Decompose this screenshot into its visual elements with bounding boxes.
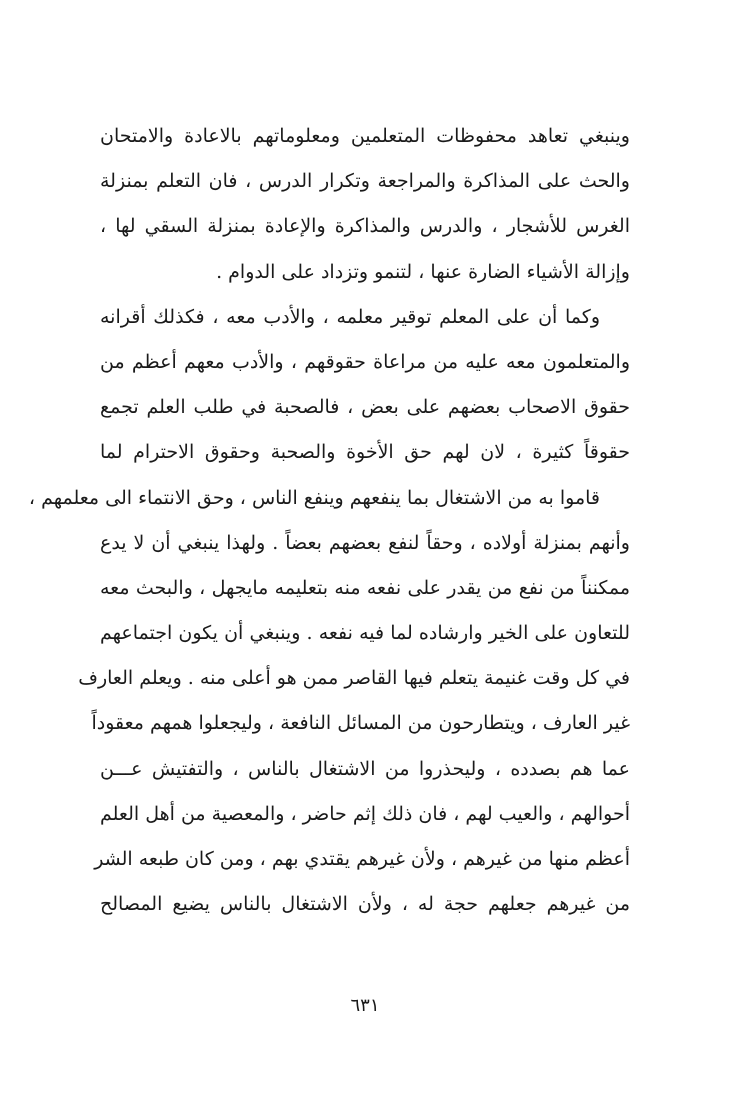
text-line: الغرس للأشجار ، والدرس والمذاكرة والإعادة بمنزلة السقي لها ،	[100, 215, 630, 238]
text-line: وينبغي تعاهد محفوظات المتعلمين ومعلوماتهم بالاعادة والامتحان	[100, 125, 630, 147]
text-line: للتعاون على الخير وارشاده لما فيه نفعه . وينبغي أن يكون اجتماعهم	[100, 622, 630, 645]
text-line: من غيرهم جعلهم حجة له ، ولأن الاشتغال بالناس يضيع المصالح	[100, 893, 630, 916]
text-line: حقوق الاصحاب بعضهم على بعض ، فالصحبة في طلب العلم تجمع	[100, 396, 630, 419]
text-line: أعظم منها من غيرهم ، ولأن غيرهم يقتدي بهم ، ومن كان طبعه الشر	[94, 848, 630, 870]
body-text	[28, 114, 630, 927]
text-line: والحث على المذاكرة والمراجعة وتكرار الدرس ، فان التعلم بمنزلة	[100, 170, 630, 193]
text-line: والمتعلمون معه عليه من مراعاة حقوقهم ، والأدب معهم أعظم من	[100, 350, 630, 373]
text-line: قاموا به من الاشتغال بما ينفعهم وينفع الناس ، وحق الانتماء الى معلمهم ،	[28, 486, 600, 509]
text-line: أحوالهم ، والعيب لهم ، فان ذلك إثم حاضر ، والمعصية من أهل العلم	[100, 802, 630, 825]
page-number: ٦٣١	[350, 995, 380, 1016]
text-line: غير العارف ، ويتطارحون من المسائل النافعة ، وليجعلوا همهم معقوداً	[91, 712, 630, 735]
text-line: حقوقاً كثيرة ، لان لهم حق الأخوة والصحبة وحقوق الاحترام لما	[100, 441, 630, 464]
text-line: عما هم بصدده ، وليحذروا من الاشتغال بالناس ، والتفتيش عـــن	[100, 757, 630, 780]
text-line: في كل وقت غنيمة يتعلم فيها القاصر ممن هو أعلى منه . ويعلم العارف	[78, 667, 630, 690]
text-line: ممكنناً من نفع من يقدر على نفعه منه بتعليمه مايجهل ، والبحث معه	[100, 576, 630, 599]
paragraph-first-line: وكما أن على المعلم توقير معلمه ، والأدب معه ، فكذلك أقرانه	[100, 305, 600, 328]
paragraph-last-line: وإزالة الأشياء الضارة عنها ، لتنمو وتزداد على الدوام .	[216, 260, 630, 283]
text-line: وأنهم بمنزلة أولاده ، وحقاً لنفع بعضهم بعضاً . ولهذا ينبغي أن لا يدع	[100, 531, 630, 554]
